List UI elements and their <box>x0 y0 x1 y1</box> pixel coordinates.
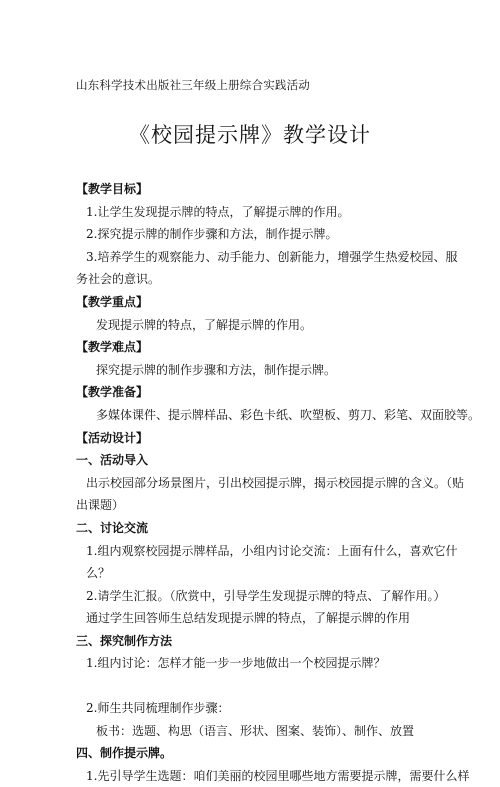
section-heading: 【教学目标】 <box>76 182 149 196</box>
paragraph-line: 么？ <box>86 566 111 581</box>
paragraph-line: 板书：选题、构思（语言、形状、图案、装饰）、制作、放置 <box>96 723 415 738</box>
paragraph-line: 2.请学生汇报。（欣赏中，引导学生发现提示牌的特点、了解作用。） <box>86 588 446 603</box>
section-heading: 二、讨论交流 <box>76 520 149 535</box>
paragraph-line: 1.组内讨论：怎样才能一步一步地做出一个校园提示牌？ <box>86 656 386 671</box>
paragraph-line: 出示校园部分场景图片，引出校园提示牌，揭示校园提示牌的含义。（贴 <box>86 475 465 490</box>
paragraph-line: 发现提示牌的特点，了解提示牌的作用。 <box>96 317 313 332</box>
paragraph-line: 2.师生共同梳理制作步骤： <box>86 701 230 716</box>
section-heading: 【教学准备】 <box>76 385 149 400</box>
paragraph-line: 1.组内观察校园提示牌样品，小组内讨论交流：上面有什么，喜欢它什 <box>86 543 458 558</box>
paragraph-line: 3.培养学生的观察能力、动手能力、创新能力，增强学生热爱校园、服 <box>86 249 458 264</box>
section-heading: 一、活动导入 <box>76 453 149 468</box>
section-heading: 三、探究制作方法 <box>76 633 173 648</box>
document-title: 《校园提示牌》教学设计 <box>129 123 371 147</box>
paragraph-line: 出课题） <box>76 498 125 513</box>
section-heading: 【活动设计】 <box>76 430 149 445</box>
paragraph-line: 探究提示牌的制作步骤和方法，制作提示牌。 <box>96 362 337 377</box>
section-heading: 【教学难点】 <box>76 340 149 355</box>
paragraph-line: 1.让学生发现提示牌的特点，了解提示牌的作用。 <box>86 204 350 219</box>
paragraph-line: 1.先引导学生选题：咱们美丽的校园里哪些地方需要提示牌，需要什么样 <box>86 768 470 783</box>
paragraph-line: 多媒体课件、提示牌样品、彩色卡纸、吹塑板、剪刀、彩笔、双面胶等。 <box>96 407 481 422</box>
section-heading: 四、制作提示牌。 <box>76 746 173 761</box>
publisher-header: 山东科学技术出版社三年级上册综合实践活动 <box>76 78 310 92</box>
blank-line <box>76 675 462 697</box>
paragraph-line: 2.探究提示牌的制作步骤和方法，制作提示牌。 <box>86 227 338 242</box>
section-heading: 【教学重点】 <box>76 294 149 309</box>
paragraph-line: 务社会的意识。 <box>76 272 161 287</box>
document-body <box>76 178 481 787</box>
paragraph-line: 通过学生回答师生总结发现提示牌的特点，了解提示牌的作用 <box>86 611 411 626</box>
